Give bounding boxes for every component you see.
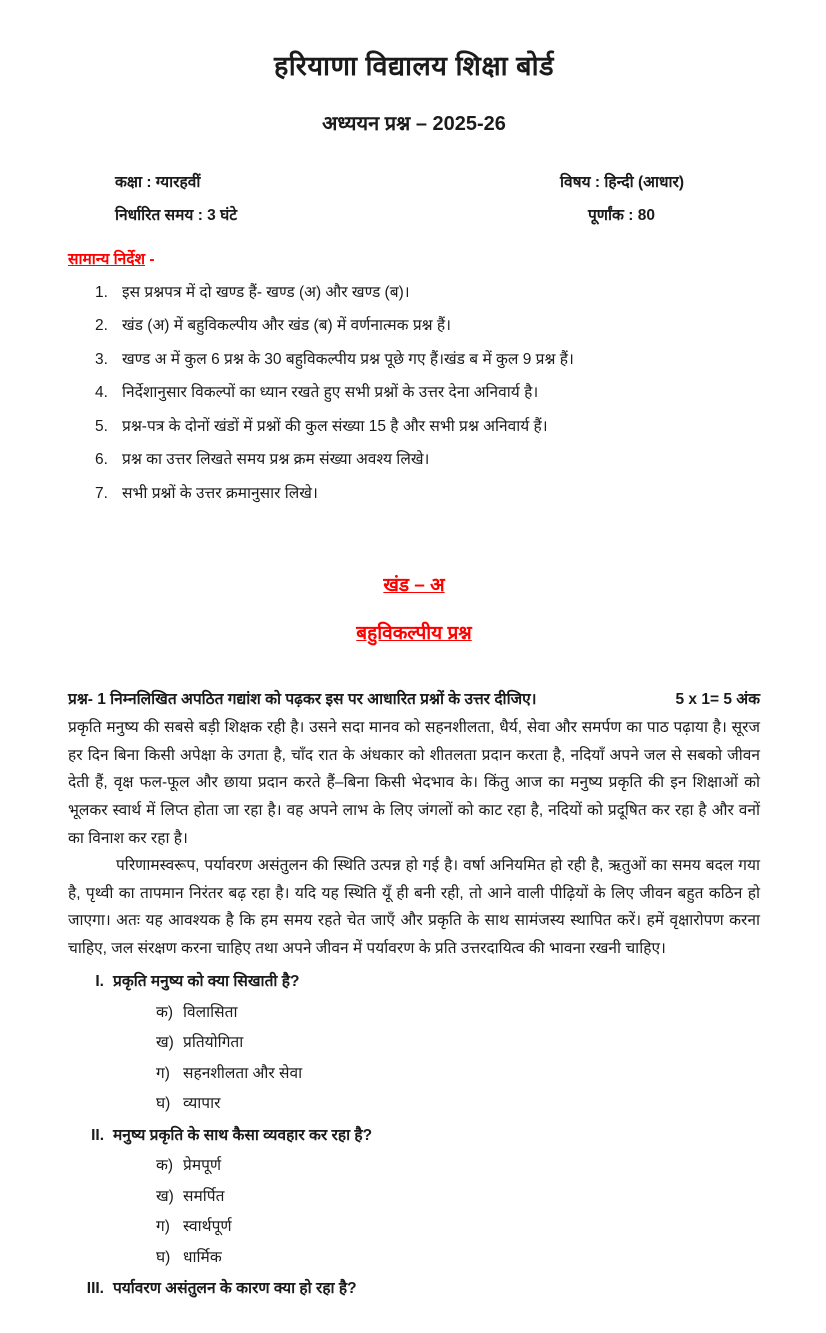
subquestion-2-text: मनुष्य प्रकृति के साथ कैसा व्यवहार कर रहा है? [113, 1126, 373, 1144]
option-label: ग) [156, 1064, 170, 1082]
meta-row-time-marks [68, 203, 760, 225]
question-1-heading-row [68, 687, 760, 709]
passage-paragraph-1: प्रकृति मनुष्य की सबसे बड़ी शिक्षक रही है। उसने सदा मानव को सहनशीलता, धैर्य, सेवा और समर्पण का पाठ पढ़ाया है। सूरज हर दिन बिना किसी अपेक्षा के उगता है, चाँद रात के अंधकार को शीतलता प्रदान करता है, नदियाँ अपने जल से सबको जीवन देती हैं, वृक्ष फल-फूल और छाया प्रदान करते हैं–बिना किसी भेदभाव के। किंतु आज का मनुष्य प्रकृति की इन शिक्षाओं को भूलकर स्वार्थ में लिप्त होता जा रहा है। वह अपने लाभ के लिए जंगलों को काट रहा है, नदियों को प्रदूषित कर रहा है और वनों का विनाश कर रहा है। [68, 719, 760, 847]
option [68, 1063, 760, 1085]
subquestion-1-number: I. [95, 973, 104, 991]
exam-subtitle: अध्ययन प्रश्न – 2025-26 [322, 113, 506, 135]
board-title: हरियाणा विद्यालय शिक्षा बोर्ड [273, 51, 555, 81]
option-text: धार्मिक [183, 1248, 222, 1266]
instructions-list [68, 282, 760, 505]
section-a-subtitle: बहुविकल्पीय प्रश्न [356, 623, 472, 645]
option-label: क) [156, 1003, 174, 1021]
option-text: समर्पित [183, 1187, 225, 1205]
instruction-item [68, 483, 760, 505]
instruction-number: 7. [95, 484, 108, 502]
instruction-number: 4. [95, 384, 108, 402]
subquestion-2 [68, 1125, 760, 1269]
subquestion-1-text: प्रकृति मनुष्य को क्या सिखाती है? [113, 973, 300, 991]
option-text: विलासिता [183, 1003, 238, 1021]
option-label: क) [156, 1157, 174, 1175]
max-marks-label: पूर्णांक : 80 [588, 207, 655, 224]
instruction-text: प्रश्न-पत्र के दोनों खंडों में प्रश्नों की कुल संख्या 15 है और सभी प्रश्न अनिवार्य हैं। [122, 417, 548, 435]
option-label: घ) [156, 1095, 171, 1113]
subquestion-3 [68, 1278, 760, 1300]
option-text: प्रतियोगिता [183, 1034, 244, 1052]
option-text: व्यापार [183, 1095, 221, 1113]
section-a-title: खंड – अ [383, 575, 445, 597]
instruction-number: 1. [95, 284, 108, 301]
subject-label: विषय : हिन्दी (आधार) [560, 174, 684, 191]
subquestion-1 [68, 971, 760, 1115]
instruction-text: खंड (अ) में बहुविकल्पीय और खंड (ब) में वर्णनात्मक प्रश्न हैं। [122, 317, 452, 335]
option-label: ख) [156, 1187, 174, 1205]
question-1-heading: प्रश्न- 1 निम्नलिखित अपठित गद्यांश को पढ़कर इस पर आधारित प्रश्नों के उत्तर दीजिए। [68, 691, 537, 709]
option [68, 1002, 760, 1024]
instructions-heading-text: सामान्य निर्देश [68, 251, 146, 268]
option-label: ख) [156, 1034, 174, 1052]
instruction-item [68, 449, 760, 471]
subquestion-2-heading [68, 1125, 760, 1147]
option-label: घ) [156, 1248, 171, 1266]
option [68, 1186, 760, 1208]
subquestion-1-options [68, 1002, 760, 1116]
subquestion-3-number: III. [86, 1280, 104, 1298]
option-label: ग) [156, 1218, 170, 1236]
general-instructions [68, 247, 760, 505]
option [68, 1155, 760, 1177]
subquestion-2-options [68, 1155, 760, 1269]
question-1 [68, 687, 760, 1300]
instruction-number: 2. [95, 317, 108, 335]
subquestion-1-heading [68, 971, 760, 993]
option [68, 1032, 760, 1054]
instruction-item [68, 382, 760, 404]
section-a-headings [68, 571, 760, 645]
time-label: निर्धारित समय : 3 घंटे [115, 207, 238, 224]
instructions-heading-dash: - [145, 251, 155, 268]
instruction-item [68, 282, 760, 304]
instructions-heading [68, 247, 760, 269]
passage-paragraph-2: परिणामस्वरूप, पर्यावरण असंतुलन की स्थिति उत्पन्न हो गई है। वर्षा अनियमित हो रही है, ऋतुओं का समय बदल गया है, पृथ्वी का तापमान निरंतर बढ़ रहा है। यदि यह स्थिति यूँ ही बनी रही, तो आने वाली पीढ़ियों के लिए जीवन बहुत कठिन हो जाएगा। अतः यह आवश्यक है कि हम समय रहते चेत जाएँ और प्रकृति के साथ सामंजस्य स्थापित करें। हमें वृक्षारोपण करना चाहिए, जल संरक्षण करना चाहिए तथा अपने जीवन में पर्यावरण के प्रति उत्तरदायित्व की भावना रखनी चाहिए। [68, 857, 760, 957]
option-text: स्वार्थपूर्ण [183, 1218, 232, 1236]
option [68, 1093, 760, 1115]
instruction-text: इस प्रश्नपत्र में दो खण्ड हैं- खण्ड (अ) और खण्ड (ब)। [122, 284, 410, 301]
subquestion-3-text: पर्यावरण असंतुलन के कारण क्या हो रहा है? [113, 1280, 357, 1298]
meta-row-class-subject [68, 170, 760, 192]
instruction-item [68, 349, 760, 371]
instruction-text: निर्देशानुसार विकल्पों का ध्यान रखते हुए सभी प्रश्नों के उत्तर देना अनिवार्य है। [122, 384, 539, 402]
instruction-text: सभी प्रश्नों के उत्तर क्रमानुसार लिखे। [122, 484, 318, 502]
instruction-item [68, 416, 760, 438]
instruction-number: 6. [95, 451, 108, 469]
exam-meta [68, 170, 760, 225]
option [68, 1247, 760, 1269]
class-label: कक्षा : ग्यारहवीं [115, 174, 201, 191]
option [68, 1216, 760, 1238]
instruction-text: प्रश्न का उत्तर लिखते समय प्रश्न क्रम संख्या अवश्य लिखे। [122, 451, 430, 469]
option-text: प्रेमपूर्ण [183, 1157, 222, 1175]
option-text: सहनशीलता और सेवा [183, 1064, 303, 1082]
instruction-number: 3. [95, 350, 108, 368]
instruction-text: खण्ड अ में कुल 6 प्रश्न के 30 बहुविकल्पीय प्रश्न पूछे गए हैं।खंड ब में कुल 9 प्रश्न हैं। [122, 350, 574, 368]
instruction-number: 5. [95, 417, 108, 435]
instruction-item [68, 315, 760, 337]
subquestion-2-number: II. [91, 1126, 104, 1144]
subquestion-3-heading [68, 1278, 760, 1300]
question-1-marks: 5 x 1= 5 अंक [675, 691, 760, 709]
